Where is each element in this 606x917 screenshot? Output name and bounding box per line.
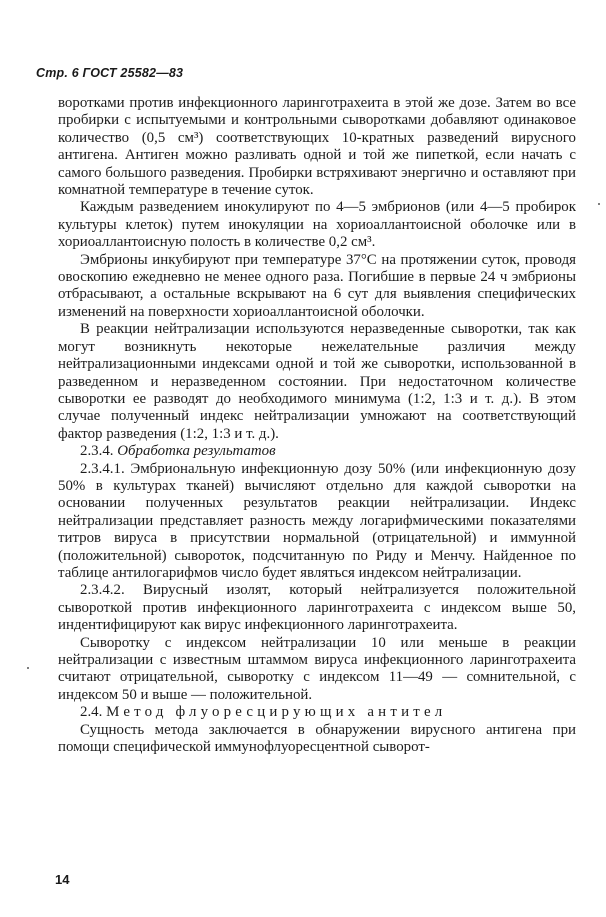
document-body (58, 95, 576, 756)
heading-2-4-title: Метод флуоресцирующих антител (106, 704, 447, 721)
paragraph-2-3-4-1: 2.3.4.1. Эмбриональную инфекционную дозу 50% (или инфекционную дозу 50% в культурах тканей) вычисляют отдельно для каждой сыворотки на основании полученных результатов реакции нейтрализации. Индекс нейтрализации представляет разность между логарифмическими показателями титров вируса в присутствии нормальной (отрицательной) и иммунной (положительной) сывороток, подсчитанную по Риду и Менчу. Найденное по таблице антилогарифмов число будет являться индексом нейтрализации. (58, 460, 576, 581)
running-head: Стр. 6 ГОСТ 25582—83 (36, 66, 184, 80)
scan-speck (598, 203, 600, 205)
scan-speck (27, 667, 29, 669)
heading-2-3-4-number: 2.3.4. (80, 443, 114, 460)
paragraph-continuation: воротками против инфекционного ларинготрахеита в этой же дозе. Затем во все пробирки с испытуемыми и контрольными сыворотками добавляют одинаковое количество (0,5 см³) соответствующих 10-кратных разведений вирусного антигена. Антиген можно разливать одной и той же пипеткой, если начать с самого большого разведения. Пробирки встряхивают энергично и оставляют при комнатной температуре в течение суток. (58, 95, 576, 199)
paragraph-2-3-4-2: 2.3.4.2. Вирусный изолят, который нейтрализуется положительной сывороткой против инфекционного ларинготрахеита с индексом выше 50, индентифицируют как вирус инфекционного ларинготрахеита. (58, 582, 576, 634)
heading-2-3-4-title: Обработка результатов (117, 443, 276, 460)
paragraph-serum-index: Сыворотку с индексом нейтрализации 10 или меньше в реакции нейтрализации с известным штаммом вируса инфекционного ларинготрахеита считают отрицательной, сыворотку с индексом 11—49 — сомнительной, с индексом 50 и выше — положительной. (58, 634, 576, 703)
heading-2-4 (58, 704, 576, 721)
page-number: 14 (55, 872, 70, 887)
paragraph-inoculation: Каждым разведением инокулируют по 4—5 эмбрионов (или 4—5 пробирок культуры клеток) путем инокуляции на хориоаллантоисной оболочке или в хориоаллантоисную полость в количестве 0,2 см³. (58, 199, 576, 251)
heading-2-4-number: 2.4. (80, 704, 103, 721)
paragraph-incubation: Эмбрионы инкубируют при температуре 37°С на протяжении суток, проводя овоскопию ежедневно не менее одного раза. Погибшие в первые 24 ч эмбрионы отбрасывают, а остальные вскрывают на 6 сут для выявления специфических изменений на поверхности хориоаллантоисной оболочки. (58, 251, 576, 320)
paragraph-undiluted-sera: В реакции нейтрализации используются неразведенные сыворотки, так как могут возникнуть некоторые нежелательные различия между нейтрализационными индексами одной и той же сыворотки, использованной в разведенном и неразведенном состоянии. При недостаточном количестве сыворотки ее разводят до необходимого минимума (1:2, 1:3 и т. д.). В этом случае полученный индекс нейтрализации умножают на соответствующий фактор разведения (1:2, 1:3 и т. д.). (58, 321, 576, 442)
paragraph-method-essence: Сущность метода заключается в обнаружении вирусного антигена при помощи специфической иммунофлуоресцентной сыворот- (58, 721, 576, 756)
heading-2-3-4 (58, 443, 576, 460)
